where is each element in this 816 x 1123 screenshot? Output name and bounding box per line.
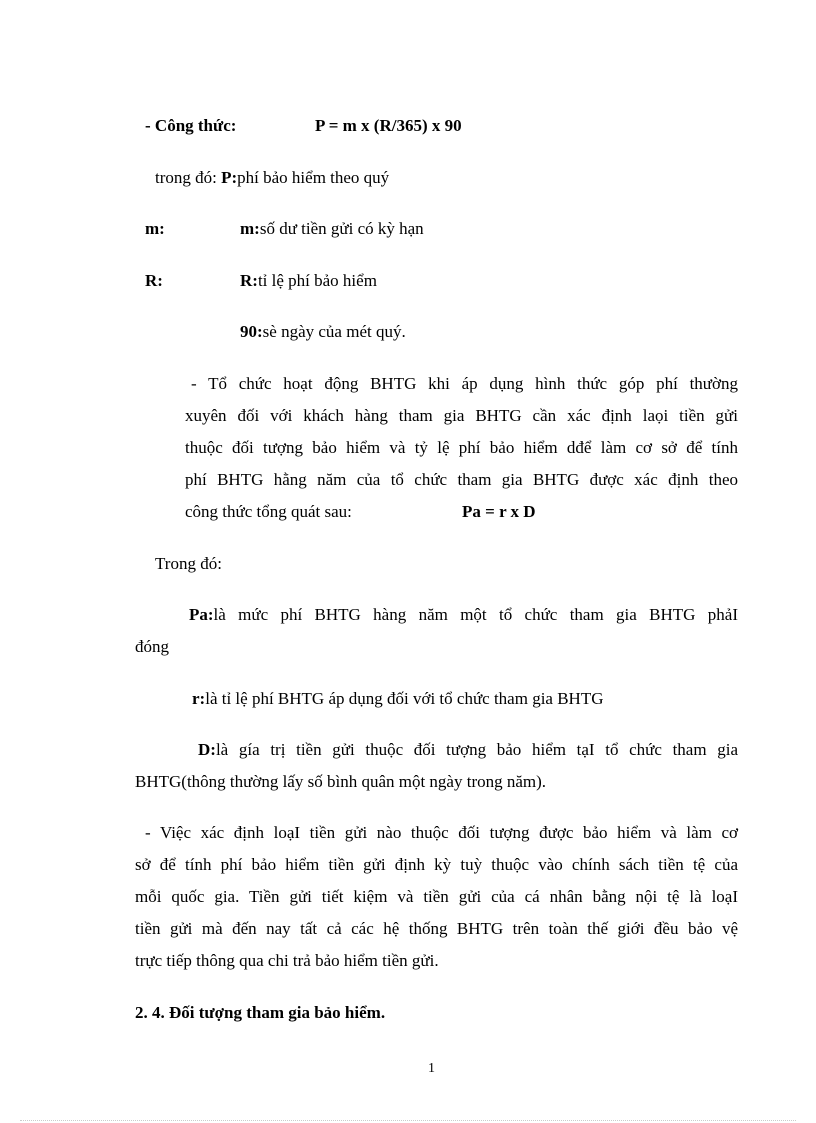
page-bottom-divider <box>20 1120 796 1121</box>
where2-pa-line1: Pa:là mức phí BHTG hàng năm một tổ chức tham gia BHTG phảI <box>189 605 738 624</box>
formula-label: - Công thức: <box>145 116 237 135</box>
section-heading: 2. 4. Đối tượng tham gia bảo hiểm. <box>135 1003 386 1022</box>
where2-intro: Trong đó: <box>155 554 222 573</box>
where-m-desc: m:số dư tiền gửi có kỳ hạn <box>240 219 424 238</box>
para1-line3: thuộc đối tượng bảo hiểm và tỷ lệ phí bảo hiểm dđể làm cơ sở để tính <box>185 438 738 457</box>
para1-line2: xuyên đối với khách hàng tham gia BHTG cần xác định laọi tiền gửi <box>185 406 738 425</box>
where2-d-line1: D:là gía trị tiền gửi thuộc đối tượng bảo hiểm tạI tổ chức tham gia <box>198 740 738 759</box>
para2-line4: tiền gửi mà đến nay tất cả các hệ thống BHTG trên toàn thế giới đều bảo vệ <box>135 919 738 938</box>
where-r-desc: R:tỉ lệ phí bảo hiểm <box>240 271 377 290</box>
page-number: 1 <box>428 1061 435 1076</box>
where2-d-line2: BHTG(thông thường lấy số bình quân một ngày trong năm). <box>135 772 547 791</box>
para1-line4: phí BHTG hằng năm của tổ chức tham gia BHTG được xác định theo <box>185 470 738 489</box>
para1-line1: - Tổ chức hoạt động BHTG khi áp dụng hình thức góp phí thường <box>191 374 738 393</box>
where-m-label: m: <box>145 219 165 238</box>
para2-line3: mỗi quốc gia. Tiền gửi tiết kiệm và tiền gửi của cá nhân bằng nội tệ là loạI <box>135 887 738 906</box>
where2-pa-line2: đóng <box>135 637 169 656</box>
where-line-p: trong đó: P:phí bảo hiểm theo quý <box>155 168 390 187</box>
para2-line2: sở để tính phí bảo hiểm tiền gửi định kỳ tuỳ thuộc vào chính sách tiền tệ của <box>135 855 738 874</box>
where-r-label: R: <box>145 271 163 290</box>
para1-formula: Pa = r x D <box>462 502 536 521</box>
para1-line5: công thức tổng quát sau: <box>185 502 352 521</box>
para2-line5: trực tiếp thông qua chi trả bảo hiểm tiền gửi. <box>135 951 439 970</box>
where2-r-line: r:là tỉ lệ phí BHTG áp dụng đối với tổ chức tham gia BHTG <box>192 689 604 708</box>
para2-line1: - Việc xác định loạI tiền gửi nào thuộc đối tượng được bảo hiểm và làm cơ <box>145 823 738 842</box>
formula-expression: P = m x (R/365) x 90 <box>315 116 462 135</box>
where-90-desc: 90:sè ngày của mét quý. <box>240 322 406 341</box>
